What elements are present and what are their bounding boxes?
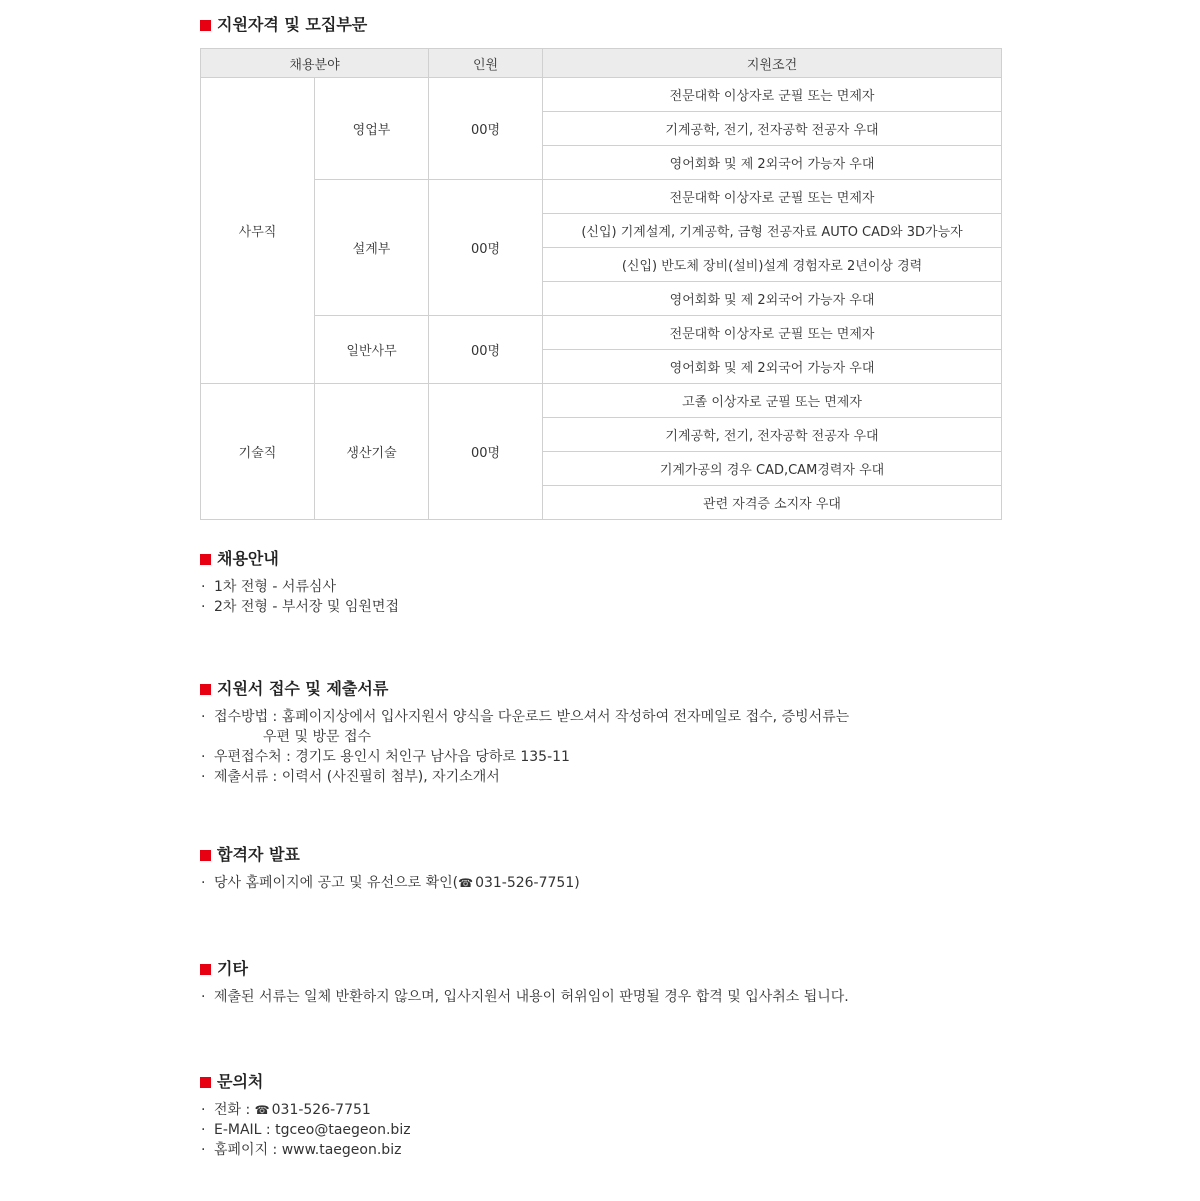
condition-cell: 영어회화 및 제 2외국어 가능자 우대: [543, 350, 1002, 384]
condition-cell: 기계공학, 전기, 전자공학 전공자 우대: [543, 418, 1002, 452]
header-count: 인원: [429, 49, 543, 78]
table-header-row: [201, 49, 1002, 78]
dept-cell: 생산기술: [315, 384, 429, 520]
recruit-table: [200, 48, 1002, 520]
list-item: · 제출서류 : 이력서 (사진필히 첨부), 자기소개서: [201, 769, 500, 785]
contact-phone: 031-526-7751: [271, 1102, 371, 1118]
condition-cell: 기계가공의 경우 CAD,CAM경력자 우대: [543, 452, 1002, 486]
condition-cell: 관련 자격증 소지자 우대: [543, 486, 1002, 520]
list-item: · 당사 홈페이지에 공고 및 유선으로 확인(☎ 031-526-7751): [201, 875, 580, 891]
dept-cell: 설계부: [315, 180, 429, 316]
header-condition: 지원조건: [543, 49, 1002, 78]
count-cell: 00명: [429, 78, 543, 180]
count-cell: 00명: [429, 180, 543, 316]
etc-list: [200, 987, 849, 1007]
count-cell: 00명: [429, 384, 543, 520]
condition-cell: 전문대학 이상자로 군필 또는 면제자: [543, 180, 1002, 214]
condition-cell: (신입) 기계설계, 기계공학, 금형 전공자료 AUTO CAD와 3D가능자: [543, 214, 1002, 248]
section-title-announcement: 합격자 발표: [200, 844, 300, 866]
condition-cell: 기계공학, 전기, 전자공학 전공자 우대: [543, 112, 1002, 146]
submission-list: [200, 707, 849, 787]
table-row: [201, 78, 1002, 112]
red-square-icon: [200, 684, 211, 695]
section-title-etc: 기타: [200, 958, 248, 980]
red-square-icon: [200, 20, 211, 31]
condition-cell: (신입) 반도체 장비(설비)설계 경험자로 2년이상 경력: [543, 248, 1002, 282]
list-item: · 접수방법 : 홈페이지상에서 입사지원서 양식을 다운로드 받으셔서 작성하여 전자메일로 접수, 증빙서류는 우편 및 방문 접수: [201, 709, 850, 745]
table-row: [201, 180, 1002, 214]
condition-cell: 전문대학 이상자로 군필 또는 면제자: [543, 78, 1002, 112]
list-item: · 전화 : ☎ 031-526-7751: [201, 1102, 371, 1118]
telephone-icon: ☎: [458, 876, 474, 890]
category-cell: 사무직: [201, 78, 315, 384]
section-title-guide: 채용안내: [200, 548, 279, 570]
list-item: · E-MAIL : tgceo@taegeon.biz: [201, 1122, 411, 1138]
guide-list: [200, 577, 399, 617]
red-square-icon: [200, 1077, 211, 1088]
list-item: · 제출된 서류는 일체 반환하지 않으며, 입사지원서 내용이 허위임이 판명될 경우 합격 및 입사취소 됩니다.: [201, 989, 849, 1005]
section-title-contact: 문의처: [200, 1071, 263, 1093]
section-title-submission: 지원서 접수 및 제출서류: [200, 678, 388, 700]
telephone-icon: ☎: [254, 1103, 270, 1117]
announcement-phone: 031-526-7751: [475, 875, 575, 891]
dept-cell: 일반사무: [315, 316, 429, 384]
list-item: · 우편접수처 : 경기도 용인시 처인구 남사읍 당하로 135-11: [201, 749, 570, 765]
condition-cell: 고졸 이상자로 군필 또는 면제자: [543, 384, 1002, 418]
red-square-icon: [200, 964, 211, 975]
contact-list: [200, 1100, 411, 1160]
dept-cell: 영업부: [315, 78, 429, 180]
category-cell: 기술직: [201, 384, 315, 520]
header-field: 채용분야: [201, 49, 429, 78]
count-cell: 00명: [429, 316, 543, 384]
contact-homepage: www.taegeon.biz: [281, 1142, 402, 1158]
table-row: [201, 316, 1002, 350]
list-item: · 2차 전형 - 부서장 및 임원면접: [201, 599, 399, 615]
contact-email: tgceo@taegeon.biz: [275, 1122, 411, 1138]
table-row: [201, 384, 1002, 418]
section-title-qualification: 지원자격 및 모집부문: [200, 14, 367, 36]
announcement-list: [200, 873, 580, 893]
red-square-icon: [200, 554, 211, 565]
condition-cell: 영어회화 및 제 2외국어 가능자 우대: [543, 282, 1002, 316]
condition-cell: 영어회화 및 제 2외국어 가능자 우대: [543, 146, 1002, 180]
red-square-icon: [200, 850, 211, 861]
list-item: · 1차 전형 - 서류심사: [201, 579, 336, 595]
list-item: · 홈페이지 : www.taegeon.biz: [201, 1142, 402, 1158]
list-item-continuation: 우편 및 방문 접수: [263, 729, 372, 745]
condition-cell: 전문대학 이상자로 군필 또는 면제자: [543, 316, 1002, 350]
